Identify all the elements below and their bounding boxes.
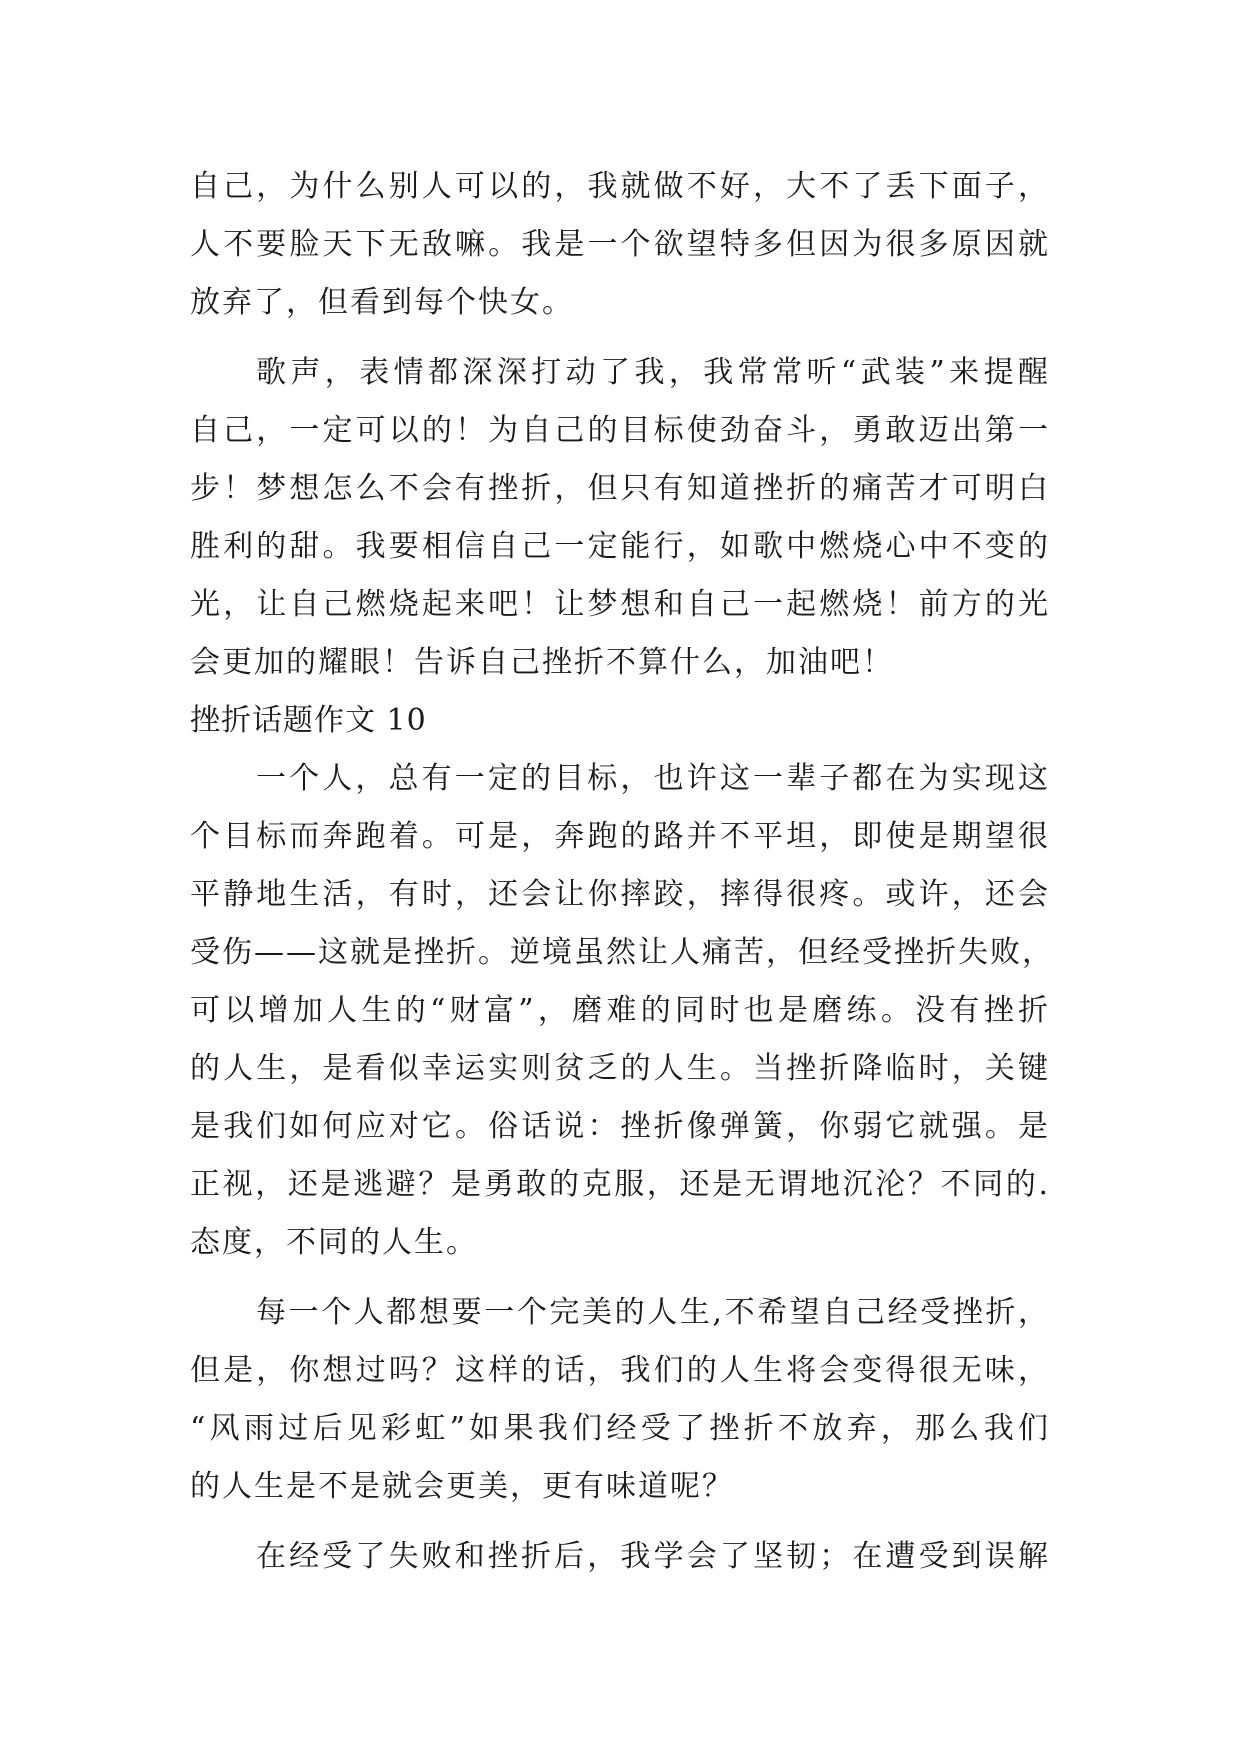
paragraph-line: 自己，为什么别人可以的，我就做不好，大不了丢下面子， <box>190 169 1050 204</box>
paragraph-line: 的人生是不是就会更美，更有味道呢？ <box>190 1469 734 1504</box>
paragraph-line: 是我们如何应对它。俗话说：挫折像弹簧，你弱它就强。是 <box>190 1109 1050 1144</box>
paragraph-line: 正视，还是逃避？是勇敢的克服，还是无谓地沉沦？不同的. <box>190 1167 1050 1202</box>
document-body <box>190 158 1054 1586</box>
paragraph-line: 每一个人都想要一个完美的人生,不希望自己经受挫折， <box>256 1295 1050 1330</box>
paragraph-line: 胜利的甜。我要相信自己一定能行，如歌中燃烧心中不变的 <box>190 529 1050 564</box>
paragraph-line: 自己，一定可以的！为自己的目标使劲奋斗，勇敢迈出第一 <box>190 413 1050 448</box>
paragraph-line: 步！梦想怎么不会有挫折，但只有知道挫折的痛苦才可明白 <box>190 471 1050 506</box>
paragraph-line: 受伤——这就是挫折。逆境虽然让人痛苦，但经受挫折失败， <box>190 935 1054 970</box>
paragraph-line: 会更加的耀眼！告诉自己挫折不算什么，加油吧！ <box>190 645 894 680</box>
paragraph-line: 人不要脸天下无敌嘛。我是一个欲望特多但因为很多原因就 <box>190 227 1050 262</box>
paragraph-line: 但是，你想过吗？这样的话，我们的人生将会变得很无味， <box>190 1353 1050 1388</box>
paragraph-line: 可以增加人生的“财富”，磨难的同时也是磨练。没有挫折 <box>190 993 1050 1028</box>
paragraph-5 <box>190 1528 1050 1586</box>
section-heading <box>190 692 1050 750</box>
paragraph-3 <box>190 750 1054 1272</box>
paragraph-line: 态度，不同的人生。 <box>190 1225 478 1260</box>
paragraph-4 <box>190 1284 1050 1516</box>
paragraph-line: 一个人，总有一定的目标，也许这一辈子都在为实现这 <box>256 761 1050 796</box>
paragraph-line: 平静地生活，有时，还会让你摔跤，摔得很疼。或许，还会 <box>190 877 1050 912</box>
paragraph-line: 的人生，是看似幸运实则贫乏的人生。当挫折降临时，关键 <box>190 1051 1050 1086</box>
paragraph-line: 歌声，表情都深深打动了我，我常常听“武装”来提醒 <box>256 355 1050 390</box>
section-heading-text: 挫折话题作文 10 <box>190 703 427 738</box>
paragraph-line: 放弃了，但看到每个快女。 <box>190 285 574 320</box>
paragraph-1 <box>190 158 1050 332</box>
paragraph-line: 个目标而奔跑着。可是，奔跑的路并不平坦，即使是期望很 <box>190 819 1050 854</box>
paragraph-line: 在经受了失败和挫折后，我学会了坚韧；在遭受到误解 <box>256 1539 1050 1574</box>
paragraph-line: “风雨过后见彩虹”如果我们经受了挫折不放弃，那么我们 <box>190 1411 1050 1446</box>
paragraph-line: 光，让自己燃烧起来吧！让梦想和自己一起燃烧！前方的光 <box>190 587 1050 622</box>
paragraph-2 <box>190 344 1050 692</box>
